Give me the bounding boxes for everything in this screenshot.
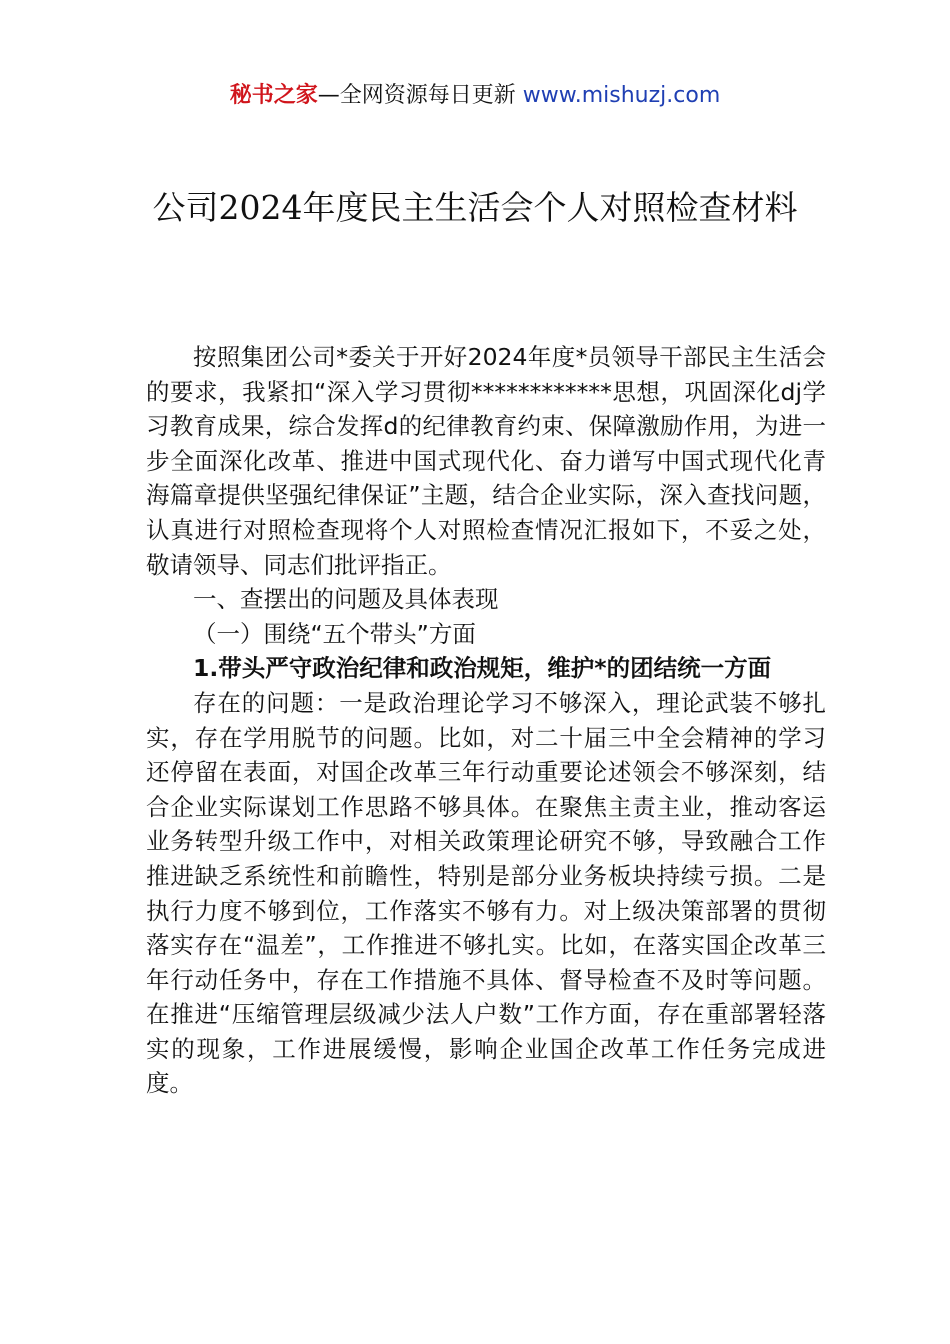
header-tagline: —全网资源每日更新 xyxy=(317,83,523,108)
site-url[interactable]: www.mishuzj.com xyxy=(522,83,721,108)
item-heading: 1.带头严守政治纪律和政治规矩，维护*的团结统一方面 xyxy=(193,654,772,683)
document-title: 公司2024年度民主生活会个人对照检查材料 xyxy=(152,188,798,227)
section-heading: 一、查摆出的问题及具体表现 xyxy=(193,585,499,614)
intro-paragraph: 按照集团公司*委关于开好2024年度*员领导干部民主生活会的要求，我紧扣“深入学习贯彻************思想，巩固深化dj学习教育成果，综合发挥d的纪律教育约束、保障激励作用，为进一步全面深化改革、推进中国式现代化、奋力谱写中国式现代化青海篇章提供坚强纪律保证”主题，结合企业实际，深入查找问题，认真进行对照检查现将个人对照检查情况汇报如下，不妥之处，敬请领导、同志们批评指正。 xyxy=(146,343,826,579)
document-body xyxy=(146,340,826,1101)
subsection-heading: （一）围绕“五个带头”方面 xyxy=(193,619,476,648)
site-header xyxy=(0,80,950,112)
item-body-paragraph: 存在的问题：一是政治理论学习不够深入，理论武装不够扎实，存在学用脱节的问题。比如，对二十届三中全会精神的学习还停留在表面，对国企改革三年行动重要论述领会不够深刻，结合企业实际谋划工作思路不够具体。在聚焦主责主业，推动客运业务转型升级工作中，对相关政策理论研究不够，导致融合工作推进缺乏系统性和前瞻性，特别是部分业务板块持续亏损。二是执行力度不够到位，工作落实不够有力。对上级决策部署的贯彻落实存在“温差”，工作推进不够扎实。比如，在落实国企改革三年行动任务中，存在工作措施不具体、督导检查不及时等问题。在推进“压缩管理层级减少法人户数”工作方面，存在重部署轻落实的现象，工作进展缓慢，影响企业国企改革工作任务完成进度。 xyxy=(146,688,826,1098)
brand-name: 秘书之家 xyxy=(229,83,318,108)
